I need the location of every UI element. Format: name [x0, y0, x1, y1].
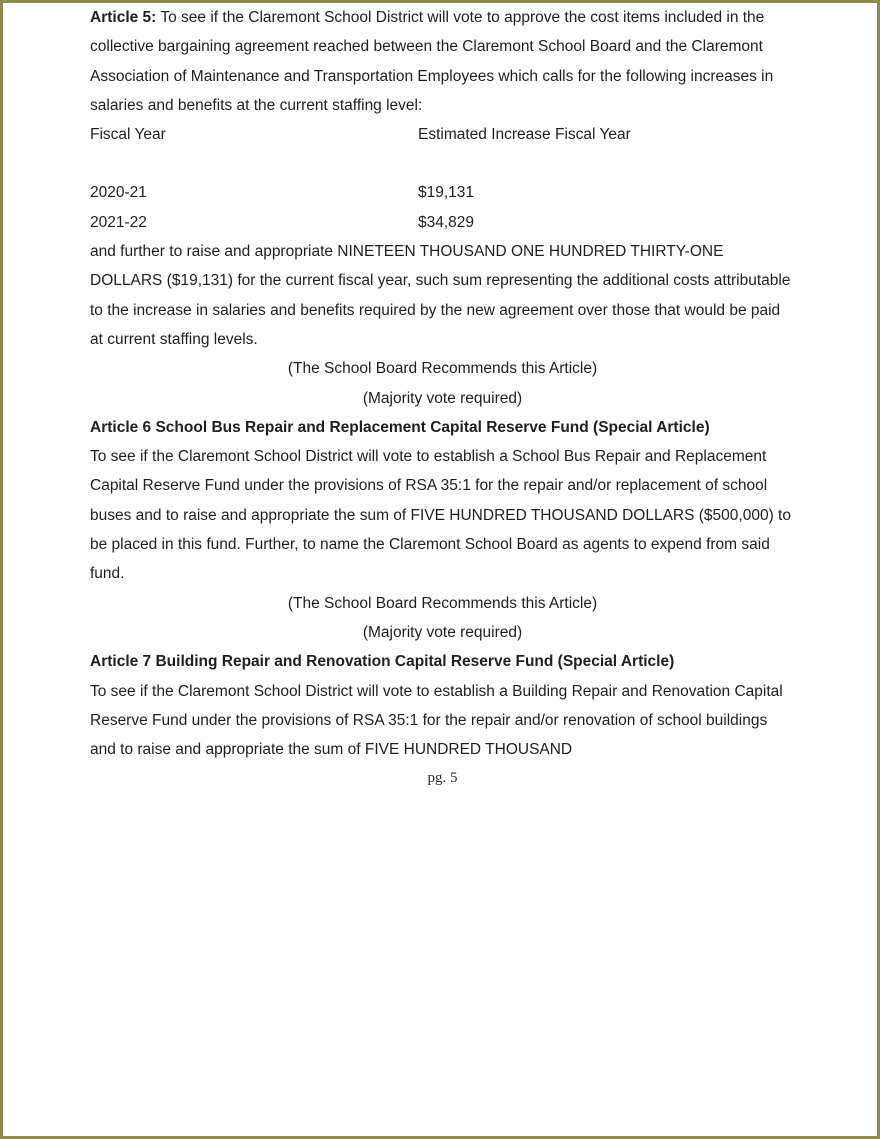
fiscal-year-table — [90, 120, 795, 237]
amount-cell: $34,829 — [418, 213, 475, 231]
table-row — [90, 178, 795, 207]
article6-vote-line: (Majority vote required) — [362, 623, 523, 641]
fiscal-year-table-header-row — [90, 120, 795, 149]
table-row — [90, 208, 795, 237]
fiscal-year-cell: 2021-22 — [90, 213, 147, 231]
article5-paragraph — [90, 3, 795, 120]
document-content — [3, 3, 880, 794]
article5-recommendation-line: (The School Board Recommends this Article) — [287, 360, 598, 378]
estimated-increase-column-header: Estimated Increase Fiscal Year — [418, 126, 631, 144]
article5-vote-line: (Majority vote required) — [362, 389, 523, 407]
page-number: pg. 5 — [427, 770, 458, 787]
article6-heading: Article 6 School Bus Repair and Replacement Capital Reserve Fund (Special Article) — [90, 418, 710, 436]
amount-cell: $19,131 — [418, 184, 475, 202]
article6-recommendation-line: (The School Board Recommends this Article) — [287, 594, 598, 612]
article5-intro-text: To see if the Claremont School District will vote to approve the cost items included in the collective bargaining agreement reached between the Claremont School Board and the Claremont Association of Maintenance and Transportation Employees which calls for the following increases in salaries and benefits at the current staffing level: — [90, 9, 774, 114]
article7-heading: Article 7 Building Repair and Renovation Capital Reserve Fund (Special Article) — [90, 653, 675, 671]
fiscal-year-cell: 2020-21 — [90, 184, 147, 202]
article5-label: Article 5: — [90, 9, 157, 26]
article6-paragraph: To see if the Claremont School District will vote to establish a School Bus Repair and Replacement Capital Reserve Fund under the provisions of RSA 35:1 for the repair and/or replacement of school buses and to raise and appropriate the sum of FIVE HUNDRED THOUSAND DOLLARS ($500,000) to be placed in this fund. Further, to name the Claremont School Board as agents to expend from said fund. — [90, 448, 791, 583]
fiscal-year-column-header: Fiscal Year — [90, 126, 166, 144]
article7-paragraph: To see if the Claremont School District will vote to establish a Building Repair and Renovation Capital Reserve Fund under the provisions of RSA 35:1 for the repair and/or renovation of school buildings and to raise and appropriate the sum of FIVE HUNDRED THOUSAND — [90, 682, 783, 759]
article5-appropriation-paragraph: and further to raise and appropriate NINETEEN THOUSAND ONE HUNDRED THIRTY-ONE DOLLARS ($19,131) for the current fiscal year, such sum representing the additional costs attributable to the increase in salaries and benefits required by the new agreement over those that would be paid at current staffing levels. — [90, 243, 791, 348]
